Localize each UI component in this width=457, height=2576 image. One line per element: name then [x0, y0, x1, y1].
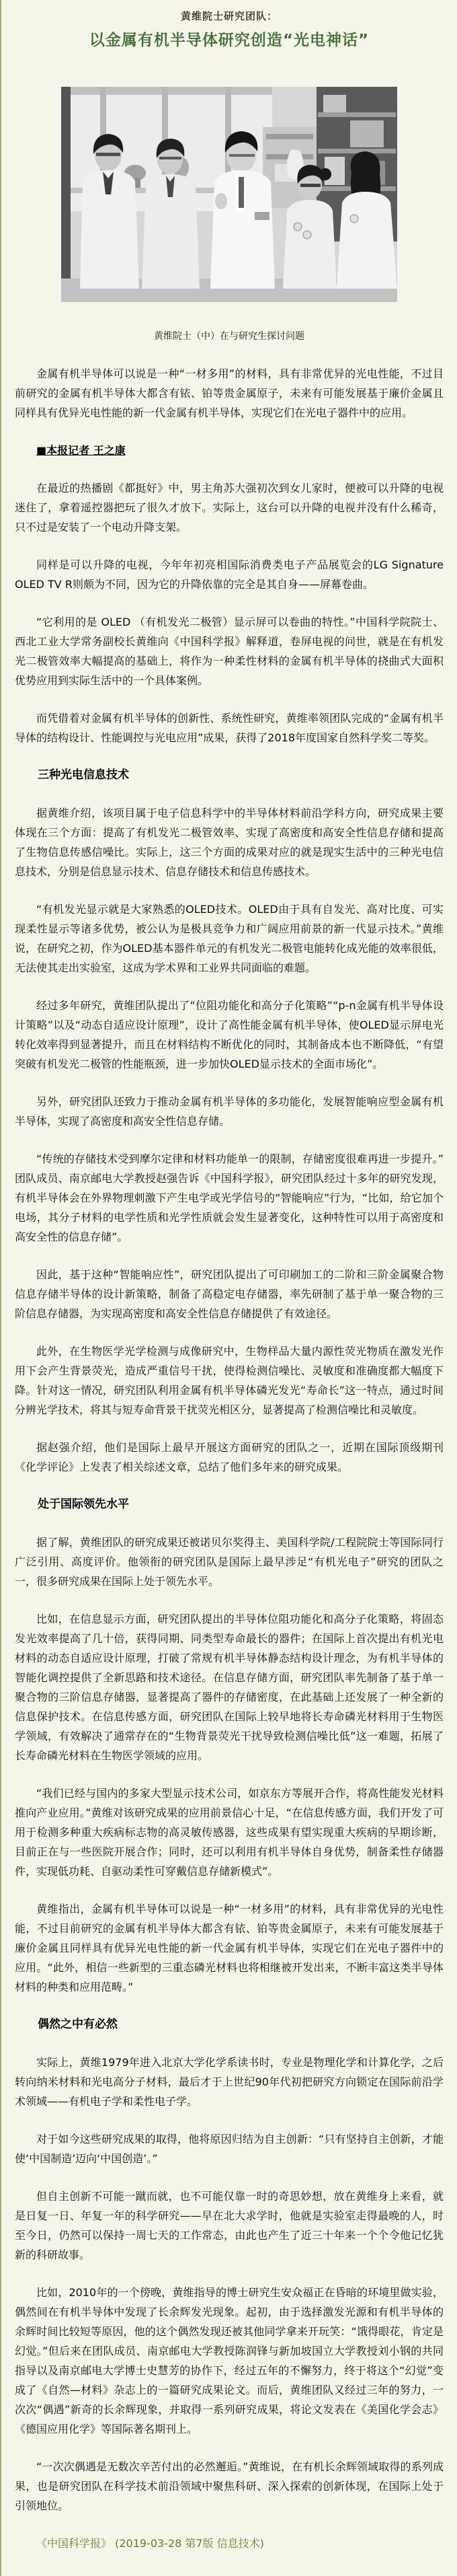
paragraph: “一次次偶遇是无数次辛苦付出的必然邂逅。”黄维说，在有机长余辉领域取得的系列成果，也是研究团队在科学技术前沿领域中聚焦科研、深入探索的创新体现，在国际上处于引领地位。: [15, 2460, 444, 2512]
source-line: 《中国科学报》 (2019-03-28 第7版 信息技术): [36, 2537, 264, 2550]
paragraph: “我们已经与国内的多家大型显示技术公司，如京东方等展开合作，将高性能发光材料推向产业应用。”黄维对该研究成果的应用前景信心十足，“在信息传感方面，我们开发了可用于检测多种重大疾病标志物的高灵敏传感器，这些成果有望实现重大疾病的早期诊断，目前正在与一些医院开展合作；同时，还可以利用有机半导体自身优势，制备柔性存储器件，实现低功耗、自驱动柔性可穿戴信息存储新模式”。: [15, 1787, 444, 1878]
byline: ■本报记者 王之康: [36, 444, 126, 457]
paragraph: 比如，在信息显示方面，研究团队提出的半导体位阻功能化和高分子化策略，将固态发光效率提高了几十倍，获得同期、同类型寿命最长的器件；在国际上首次提出有机光电材料的动态自适应设计原理，打破了常规有机半导体静态结构设计理念，为有机半导体的智能化调控提供了全新思路和技术途径。在信息存储方面，研究团队率先制备了基于单一聚合物的三阶信息存储器，显著提高了器件的存储密度，在此基础上还发展了一种全新的信息保护技术。在信息传感方面，研究团队在国际上较早地将长寿命磷光材料用于生物医学领域，有效解决了通常存在的“生物背景荧光干扰导致检测信噪比低”这一难题，拓展了长寿命磷光材料在生物医学领域的应用。: [15, 1613, 444, 1762]
paragraph: “有机发光显示就是大家熟悉的OLED技术。OLED由于具有自发光、高对比度、可实现柔性显示等诸多优势，被公认为是极具竞争力和广阔应用前景的新一代显示技术。”黄维说，在研究之初，作为OLED基本器件单元的有机发光二极管电能转化成光能的效率很低，无法使其走出实验室，这成为学术界和工业界共同面临的难题。: [15, 903, 444, 974]
section-heading: 偶然之中有必然: [38, 2018, 118, 2031]
paragraph: 据黄维介绍，该项目属于电子信息科学中的半导体材料前沿学科方向，研究成果主要体现在三个方面：提高了有机发光二极管效率、实现了高密度和高安全性信息存储和提高了生物信息传感信噪比。实际上，这三个方面的成果对应的就是现实生活中的三种光电信息技术，分别是信息显示技术、信息存储技术和信息传感技术。: [15, 807, 444, 878]
paragraph: 黄维指出，金属有机半导体可以说是一种“一材多用”的材料，具有非常优异的光电性能，不过目前研究的金属有机半导体大都含有铱、铂等贵金属原子，未来有可能发展基于廉价金属且同样具有优异光电性能的新一代金属有机半导体，实现它们在光电子器件中的应用。“此外，相信一些新型的三重态磷光材料也将相继被开发出来，不断丰富这类半导体材料的种类和应用范畴。”: [15, 1903, 444, 1993]
paragraph: 因此，基于这种“智能响应性”，研究团队提出了可印刷加工的二阶和三阶金属聚合物信息存储半导体的设计新策略，制备了高稳定电存储器，率先研制了基于单一聚合物的三阶信息存储器，为实现高密度和高安全性信息存储提供了有效途径。: [15, 1268, 444, 1320]
photo-caption: 黄维院士（中）在与研究生探讨问题: [154, 331, 304, 342]
lab-photo-illustration: [61, 87, 397, 302]
paragraph: 经过多年研究，黄维团队提出了“位阻功能化和高分子化策略”“p-n金属有机半导体设计策略”以及“动态自适应设计原理”，设计了高性能金属有机半导体，使OLED显示屏电光转化效率得到显著提升，而且在材料结构不断优化的同时，其制备成本也不断降低，“有望突破有机发光二极管的性能瓶颈，进一步加快OLED显示技术的全面市场化”。: [15, 999, 444, 1070]
paragraph: 金属有机半导体可以说是一种“一材多用”的材料，具有非常优异的光电性能，不过目前研究的金属有机半导体大都含有铱、铂等贵金属原子，未来有可能发展基于廉价金属且同样具有优异光电性能的新一代金属有机半导体，实现它们在光电子器件中的应用。: [15, 367, 444, 419]
paragraph: 而凭借着对金属有机半导体的创新性、系统性研究，黄维率领团队完成的“金属有机半导体的结构设计、性能调控与光电应用”成果，获得了2018年度国家自然科学奖二等奖。: [15, 712, 444, 744]
paragraph: 据赵强介绍，他们是国际上最早开展这方面研究的团队之一，近期在国际顶级期刊《化学评论》上发表了相关综述文章，总结了他们多年来的研究成果。: [15, 1441, 444, 1473]
paragraph: 在最近的热播剧《都挺好》中，男主角苏大强初次到女儿家时，便被可以升降的电视迷住了，拿着遥控器把玩了很久才放下。实际上，这台可以升降的电视并没有什么稀奇，只不过是安装了一个电动升降支架。: [15, 482, 444, 533]
paragraph: 对于如今这些研究成果的取得，他将原因归结为自主创新：“只有坚持自主创新，才能使‘中国制造’迈向‘中国创造’。”: [15, 2133, 444, 2165]
article-photo: [61, 87, 397, 302]
article-supertitle: 黄维院士研究团队：: [180, 10, 278, 22]
paragraph: “传统的存储技术受到摩尔定律和材料功能单一的限制，存储密度很难再进一步提升。”团队成员、南京邮电大学教授赵强告诉《中国科学报》，研究团队经过十多年的研究发现，有机半导体会在外界物理刺激下产生电学或光学信号的“智能响应”行为，“比如，给它加个电场，其分子材料的电学性质和光学性质就会发生显著变化，这种特性可以用于高密度和高安全性的信息存储”。: [15, 1152, 444, 1243]
section-heading: 三种光电信息技术: [38, 768, 129, 782]
paragraph: 实际上，黄维1979年进入北京大学化学系读书时，专业是物理化学和计算化学，之后转向纳米材料和光电高分子材料，最后才于上世纪90年代初把研究方向锁定在国际前沿学术领域——有机电子学和柔性电子学。: [15, 2056, 444, 2108]
paragraph: “它利用的是 OLED （有机发光二极管）显示屏可以卷曲的特性。”中国科学院院士、西北工业大学常务副校长黄维向《中国科学报》解释道，卷屏电视的问世，就是在有机发光二极管效率大幅提高的基础上，将作为一种柔性材料的金属有机半导体的挠曲式大面积优势应用到实际生活中的一个具体案例。: [15, 616, 444, 687]
paragraph: 但自主创新不可能一蹴而就，也不可能仅靠一时的奇思妙想，放在黄维身上来看，就是日复一日、年复一年的科学研究——早在北大求学时，他就是实验室走得最晚的人，时至今日，仍然可以保持一周七天的工作常态，由此也产生了近三十年来一个个令他记忆犹新的科研故事。: [15, 2190, 444, 2261]
paragraph: 比如，2010年的一个傍晚，黄维指导的博士研究生安众福正在昏暗的环境里做实验，偶然间在有机半导体中发现了长余辉发光现象。起初，由于选择激发光源和有机半导体的余辉时间比较短等原因，他的这个偶然发现还被其他同学拿来开玩笑：“饿得眼花，肯定是幻觉。”但后来在团队成员、南京邮电大学教授陈润锋与新加坡国立大学教授刘小钢的共同指导以及南京邮电大学博士史慧芳的协作下，经过五年的不懈努力，终于将这个“幻觉”变成了《自然—材料》杂志上的一篇研究成果论文。而后，黄维团队又经过三年的努力，一次次“偶遇”新奇的长余辉现象，并取得一系列研究成果，将论文发表在《美国化学会志》《德国应用化学》等国际著名期刊上。: [15, 2286, 444, 2435]
paragraph: 此外，在生物医学光学检测与成像研究中，生物样品大量内源性荧光物质在激发光作用下会产生背景荧光，造成严重信号干扰，使得检测信噪比、灵敏度和准确度都大幅度下降。针对这一情况，研究团队利用金属有机半导体磷光发光“寿命长”这一特点，通过时间分辨光学技术，将其与短寿命背景干扰荧光相区分，显著提高了检测信噪比和灵敏度。: [15, 1345, 444, 1416]
paragraph: 据了解，黄维团队的研究成果还被诺贝尔奖得主、美国科学院/工程院院士等国际同行广泛引用、高度评价。他领衔的研究团队是国际上最早涉足“有机光电子”研究的团队之一，很多研究成果在国际上处于领先水平。: [15, 1536, 444, 1588]
article-body: [1, 342, 457, 2576]
paragraph: 另外，研究团队还致力于推动金属有机半导体的多功能化，发展智能响应型金属有机半导体，实现了高密度和高安全性信息存储。: [15, 1095, 444, 1128]
section-heading: 处于国际领先水平: [38, 1498, 129, 1511]
paragraph: 同样是可以升降的电视，今年年初亮相国际消费类电子产品展览会的LG Signature OLED TV R则颇为不同，因为它的升降依靠的完全是其自身——屏幕卷曲。: [15, 558, 444, 591]
article-title: 以金属有机半导体研究创造“光电神话”: [89, 32, 370, 49]
